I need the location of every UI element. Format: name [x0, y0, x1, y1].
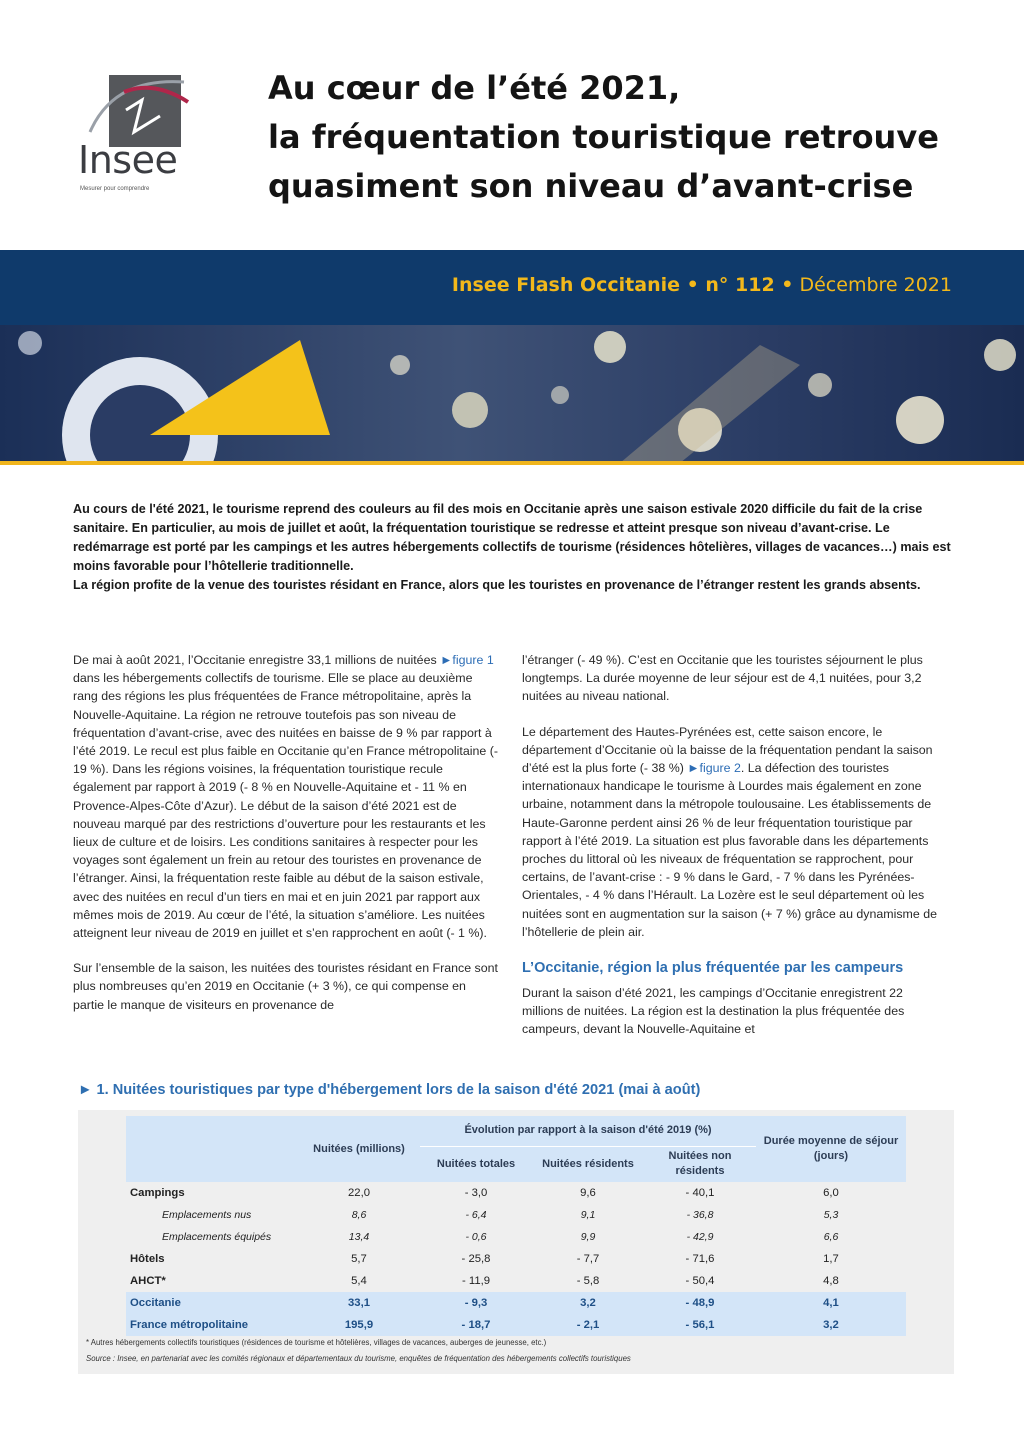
header-evolution: Évolution par rapport à la saison d'été 2019 (%) — [420, 1116, 756, 1146]
title-line-2: la fréquentation touristique retrouve — [268, 118, 939, 156]
table-cell: - 48,9 — [644, 1292, 756, 1314]
left-paragraph-2: Sur l’ensemble de la saison, les nuitées des touristes résidant en France sont plus nombreuses qu’en 2019 en Occitanie (+ 3 %), ce qui compense en partie le manque de visiteurs en provenance de — [73, 961, 498, 1012]
row-label: France métropolitaine — [126, 1314, 298, 1336]
table-source: Source : Insee, en partenariat avec les comités régionaux et départementaux du tourisme, enquêtes de fréquentation des hébergements collectifs touristiques — [86, 1354, 631, 1363]
right-paragraph-1: l’étranger (- 49 %). C’est en Occitanie que les touristes séjournent le plus longtemps. La durée moyenne de leur séjour est de 4,1 nuitées, pour 3,2 nuitées au niveau national. — [522, 653, 923, 704]
table-cell: 8,6 — [351, 1209, 367, 1221]
table-body — [126, 1182, 906, 1336]
figure-2-link[interactable]: ►figure 2 — [687, 761, 741, 776]
table-row — [126, 1270, 906, 1292]
table-title: ► 1. Nuitées touristiques par type d'hébergement lors de la saison d'été 2021 (mai à août) — [78, 1082, 701, 1098]
gold-divider — [0, 461, 1024, 465]
row-label: AHCT* — [130, 1275, 166, 1287]
table-cell: 1,7 — [823, 1253, 839, 1265]
insee-logo — [76, 72, 196, 202]
table-cell: - 7,7 — [576, 1253, 600, 1265]
figure-1-link[interactable]: ►figure 1 — [440, 653, 494, 667]
table-cell: - 50,4 — [685, 1275, 715, 1287]
right-p2-text-a: Le département des Hautes-Pyrénées est, cette saison encore, le département d’Occitanie où la baisse de la fréquentation pendant la saison d’été est la plus forte (- 38 %) — [522, 724, 933, 776]
table-cell: 4,8 — [823, 1275, 839, 1287]
table-cell: - 6,4 — [465, 1209, 487, 1221]
table-cell: 5,3 — [823, 1209, 839, 1221]
column-right — [522, 651, 947, 1056]
table-cell: - 0,6 — [465, 1231, 487, 1243]
logo-tagline: Mesurer pour comprendre — [80, 186, 150, 192]
right-paragraph-3: Durant la saison d’été 2021, les campings d’Occitanie enregistrent 22 millions de nuitées. La région est la destination la plus fréquentée des campeurs, devant la Nouvelle-Aquitaine et — [522, 986, 905, 1037]
table-cell: - 25,8 — [461, 1253, 491, 1265]
header-duree: Durée moyenne de séjour (jours) — [756, 1116, 906, 1182]
table-cell: - 9,3 — [420, 1292, 532, 1314]
table-cell: 3,2 — [756, 1314, 906, 1336]
table-cell: - 3,0 — [464, 1187, 488, 1199]
table-row — [126, 1248, 906, 1270]
right-p2-text-b: . La défection des touristes internationaux handicape le tourisme à Lourdes mais également en zone urbaine, notamment dans la métropole toulousaine. Les établissements de Haute-Garonne perdent ainsi 26 % de leur fréquentation touristique par rapport à l’été 2019. La situation est plus favorable dans les départements proches du littoral où les niveaux de fréquentation se rapprochent, pour certains, de l’avant-crise : - 9 % dans le Gard, - 7 % dans les Pyrénées-Orientales, - 4 % dans l’Hérault. La Lozère est le seul département où les nuitées sont en augmentation sur la saison (+ 7 %) grâce au dynamisme de l’hôtellerie de plein air. — [522, 761, 937, 939]
header-totales: Nuitées totales — [420, 1146, 532, 1182]
table-cell: 33,1 — [298, 1292, 420, 1314]
row-label: Occitanie — [126, 1292, 298, 1314]
banner-illustration — [0, 325, 1024, 463]
lead-text-1: Au cours de l'été 2021, le tourisme reprend des couleurs au fil des mois en Occitanie après une saison estivale 2020 difficile du fait de la crise sanitaire. En particulier, au mois de juillet et août, la fréquentation touristique se redresse et atteint presque son niveau d’avant-crise. Le redémarrage est porté par les campings et les autres hébergements collectifs de tourisme (résidences hôtelières, villages de vacances…) mais est moins favorable pour l’hôtellerie traditionnelle. — [73, 502, 951, 573]
title-line-3: quasiment son niveau d’avant-crise — [268, 167, 914, 205]
table-row — [126, 1314, 906, 1336]
publication-band — [0, 250, 1024, 325]
left-p1-text-a: De mai à août 2021, l’Occitanie enregistre 33,1 millions de nuitées — [73, 653, 437, 667]
table-row — [126, 1292, 906, 1314]
page-title — [268, 64, 968, 211]
row-label: Campings — [130, 1187, 185, 1199]
table-cell: - 18,7 — [420, 1314, 532, 1336]
table-cell: 195,9 — [298, 1314, 420, 1336]
table-cell: 9,6 — [580, 1187, 596, 1199]
table-footnote: * Autres hébergements collectifs touristiques (résidences de tourisme et hôtelières, villages de vacances, auberges de jeunesse, etc.) — [86, 1338, 547, 1347]
left-p1-text-b: dans les hébergements collectifs de tourisme. Elle se place au deuxième rang des régions les plus fréquentées de France métropolitaine, après la Nouvelle-Aquitaine. La région ne retrouve toutefois pas son niveau de fréquentation d’avant-crise, avec des nuitées en baisse de 9 % par rapport à l’été 2019. Le recul est plus faible en Occitanie qu’en France métropolitaine (- 19 %). Dans les régions voisines, la fréquentation touristique recule également par rapport à 2019 (- 8 % en Nouvelle-Aquitaine et - 11 % en Provence-Alpes-Côte d’Azur). Le début de la saison d’été 2021 est de nouveau marqué par des restrictions d’ouverture pour les restaurants et les lieux de culture et de loisirs. Les conditions sanitaires à respecter pour les voyages sont également un frein au retour des touristes en provenance de l’étranger. Ainsi, la fréquentation reste faible au début de la saison estivale, avec des nuitées en recul d’un tiers en mai et en juin 2021 par rapport aux mêmes mois de 2019. Au cœur de l’été, la situation s’améliore. Les nuitées atteignent leur niveau de 2019 en juillet et s’en rapprochent en août (- 1 %). — [73, 671, 498, 941]
lead-text-2: La région profite de la venue des touristes résidant en France, alors que les touristes en provenance de l’étranger restent les grands absents. — [73, 578, 921, 592]
table-cell: 3,2 — [532, 1292, 644, 1314]
row-label: Hôtels — [130, 1253, 165, 1265]
table-cell: 22,0 — [348, 1187, 370, 1199]
table-cell: - 11,9 — [461, 1275, 491, 1287]
title-line-1: Au cœur de l’été 2021, — [268, 69, 681, 107]
header-nuitees: Nuitées (millions) — [298, 1116, 420, 1182]
table-cell: 9,1 — [580, 1209, 596, 1221]
table-cell: 4,1 — [756, 1292, 906, 1314]
header-residents: Nuitées résidents — [532, 1146, 644, 1182]
table-cell: - 5,8 — [576, 1275, 600, 1287]
lead-paragraph — [73, 500, 953, 595]
table-cell: - 40,1 — [685, 1187, 715, 1199]
issue-series: Insee Flash Occitanie • n° 112 • — [451, 274, 794, 296]
table-cell: 13,4 — [348, 1231, 370, 1243]
column-left — [73, 651, 498, 1031]
table-cell: - 56,1 — [644, 1314, 756, 1336]
left-paragraph-1 — [73, 651, 498, 942]
table-cell: 6,0 — [823, 1187, 839, 1199]
table-cell: 5,4 — [351, 1275, 367, 1287]
table-cell: 9,9 — [580, 1231, 596, 1243]
table-row — [126, 1204, 906, 1226]
header-empty — [126, 1116, 298, 1182]
row-label: Emplacements équipés — [162, 1231, 272, 1243]
logo-wordmark: Insee — [78, 138, 178, 182]
nuitees-table — [126, 1116, 906, 1336]
section-heading: L’Occitanie, région la plus fréquentée par les campeurs — [522, 960, 904, 977]
issue-label — [452, 274, 952, 296]
issue-date: Décembre 2021 — [799, 274, 952, 296]
table-cell: - 36,8 — [686, 1209, 714, 1221]
table-panel — [78, 1110, 954, 1374]
row-label: Emplacements nus — [162, 1209, 252, 1221]
table-cell: - 42,9 — [686, 1231, 714, 1243]
table-cell: - 71,6 — [685, 1253, 715, 1265]
table-cell: 5,7 — [351, 1253, 367, 1265]
right-paragraph-2 — [522, 723, 947, 941]
table-cell: - 2,1 — [532, 1314, 644, 1336]
table-cell: 6,6 — [823, 1231, 839, 1243]
header-non-residents: Nuitées non résidents — [644, 1146, 756, 1182]
table-row — [126, 1226, 906, 1248]
table-row — [126, 1182, 906, 1204]
